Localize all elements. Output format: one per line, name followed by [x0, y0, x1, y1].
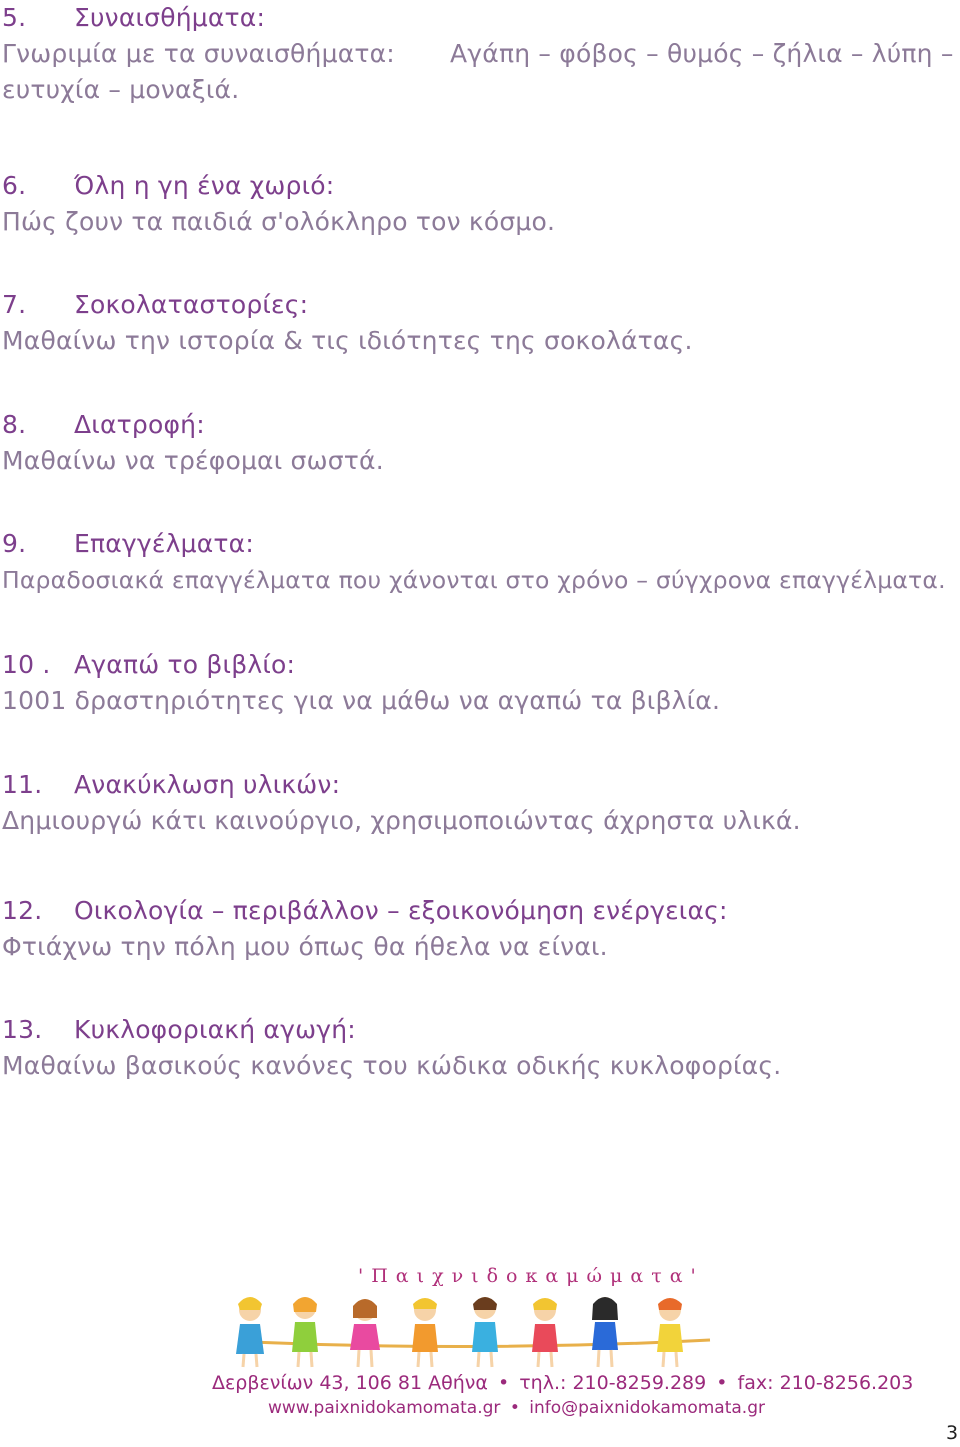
section-title: Αγαπώ το βιβλίο: [74, 650, 296, 679]
child-figure-4 [412, 1298, 438, 1367]
footer-fax: fax: 210-8256.203 [737, 1372, 914, 1394]
section-title: Κυκλοφοριακή αγωγή: [74, 1015, 356, 1044]
section-recycling [2, 767, 952, 839]
section-heading [2, 1012, 952, 1048]
section-professions [2, 526, 952, 598]
section-traffic-education [2, 1012, 952, 1084]
section-description: Παραδοσιακά επαγγέλματα που χάνονται στο χρόνο – σύγχρονα επαγγέλματα. [2, 566, 946, 594]
section-chocolate-stories [2, 287, 952, 359]
section-title: Όλη η γη ένα χωριό: [74, 171, 335, 200]
section-description: 1001 δραστηριότητες για να μάθω να αγαπώ τα βιβλία. [2, 686, 721, 715]
section-description: Γνωριμία με τα συναισθήματα: [2, 39, 395, 68]
section-heading [2, 168, 952, 204]
section-title: Οικολογία – περιβάλλον – εξοικονόμηση ενέργειας: [74, 896, 728, 925]
section-title: Διατροφή: [74, 410, 205, 439]
section-emotions [2, 0, 952, 108]
section-description: Φτιάχνω την πόλη μου όπως θα ήθελα να είναι. [2, 932, 608, 961]
bullet-separator: • [497, 1372, 510, 1394]
bullet-separator: • [509, 1398, 520, 1418]
section-world-village [2, 168, 952, 240]
footer-website-link[interactable]: www.paixnidokamomata.gr [268, 1398, 501, 1418]
section-description: Δημιουργώ κάτι καινούργιο, χρησιμοποιώντας άχρηστα υλικά. [2, 806, 801, 835]
section-number: 12. [2, 896, 43, 925]
section-description: Πώς ζουν τα παιδιά σ'ολόκληρο τον κόσμο. [2, 207, 556, 236]
section-heading [2, 767, 952, 803]
section-number: 11. [2, 770, 43, 799]
child-figure-6 [532, 1298, 558, 1367]
footer-address: Δερβενίων 43, 106 81 Αθήνα [212, 1372, 488, 1394]
section-description-continued: Αγάπη – φόβος – θυμός – ζήλια – λύπη – [450, 39, 954, 68]
child-figure-1 [236, 1297, 264, 1367]
section-nutrition [2, 407, 952, 479]
section-heading [2, 893, 952, 929]
section-love-books [2, 647, 952, 719]
section-heading [2, 647, 952, 683]
page-number: 3 [946, 1422, 959, 1444]
section-title: Ανακύκλωση υλικών: [74, 770, 341, 799]
section-number: 5. [2, 3, 27, 32]
section-number: 8. [2, 410, 27, 439]
section-heading [2, 287, 952, 323]
section-number: 7. [2, 290, 27, 319]
section-title: Συναισθήματα: [74, 3, 266, 32]
section-title: Σοκολαταστορίες: [74, 290, 309, 319]
section-description: Μαθαίνω βασικούς κανόνες του κώδικα οδικής κυκλοφορίας. [2, 1051, 782, 1080]
footer-address-line [212, 1372, 913, 1394]
section-number: 13. [2, 1015, 43, 1044]
child-figure-5 [472, 1297, 498, 1367]
footer-phone: τηλ.: 210-8259.289 [519, 1372, 707, 1394]
section-number: 6. [2, 171, 27, 200]
children-holding-hands-illustration [230, 1292, 730, 1368]
section-heading [2, 0, 952, 36]
section-description: ευτυχία – μοναξιά. [2, 75, 240, 104]
bullet-separator: • [716, 1372, 728, 1394]
child-figure-2 [292, 1297, 318, 1367]
footer-web-line [268, 1398, 765, 1418]
section-description: Μαθαίνω να τρέφομαι σωστά. [2, 446, 384, 475]
section-number: 10 . [2, 650, 51, 679]
section-description: Μαθαίνω την ιστορία & τις ιδιότητες της σοκολάτας. [2, 326, 693, 355]
section-heading [2, 526, 952, 562]
section-title: Επαγγέλματα: [74, 529, 254, 558]
child-figure-8 [657, 1298, 683, 1367]
brand-name: 'Παιχνιδοκαμώματα' [358, 1265, 704, 1287]
footer-email-link[interactable]: info@paixnidokamomata.gr [529, 1398, 765, 1418]
section-heading [2, 407, 952, 443]
child-figure-3 [350, 1299, 380, 1367]
section-ecology [2, 893, 952, 965]
child-figure-7 [592, 1297, 618, 1367]
section-number: 9. [2, 529, 27, 558]
